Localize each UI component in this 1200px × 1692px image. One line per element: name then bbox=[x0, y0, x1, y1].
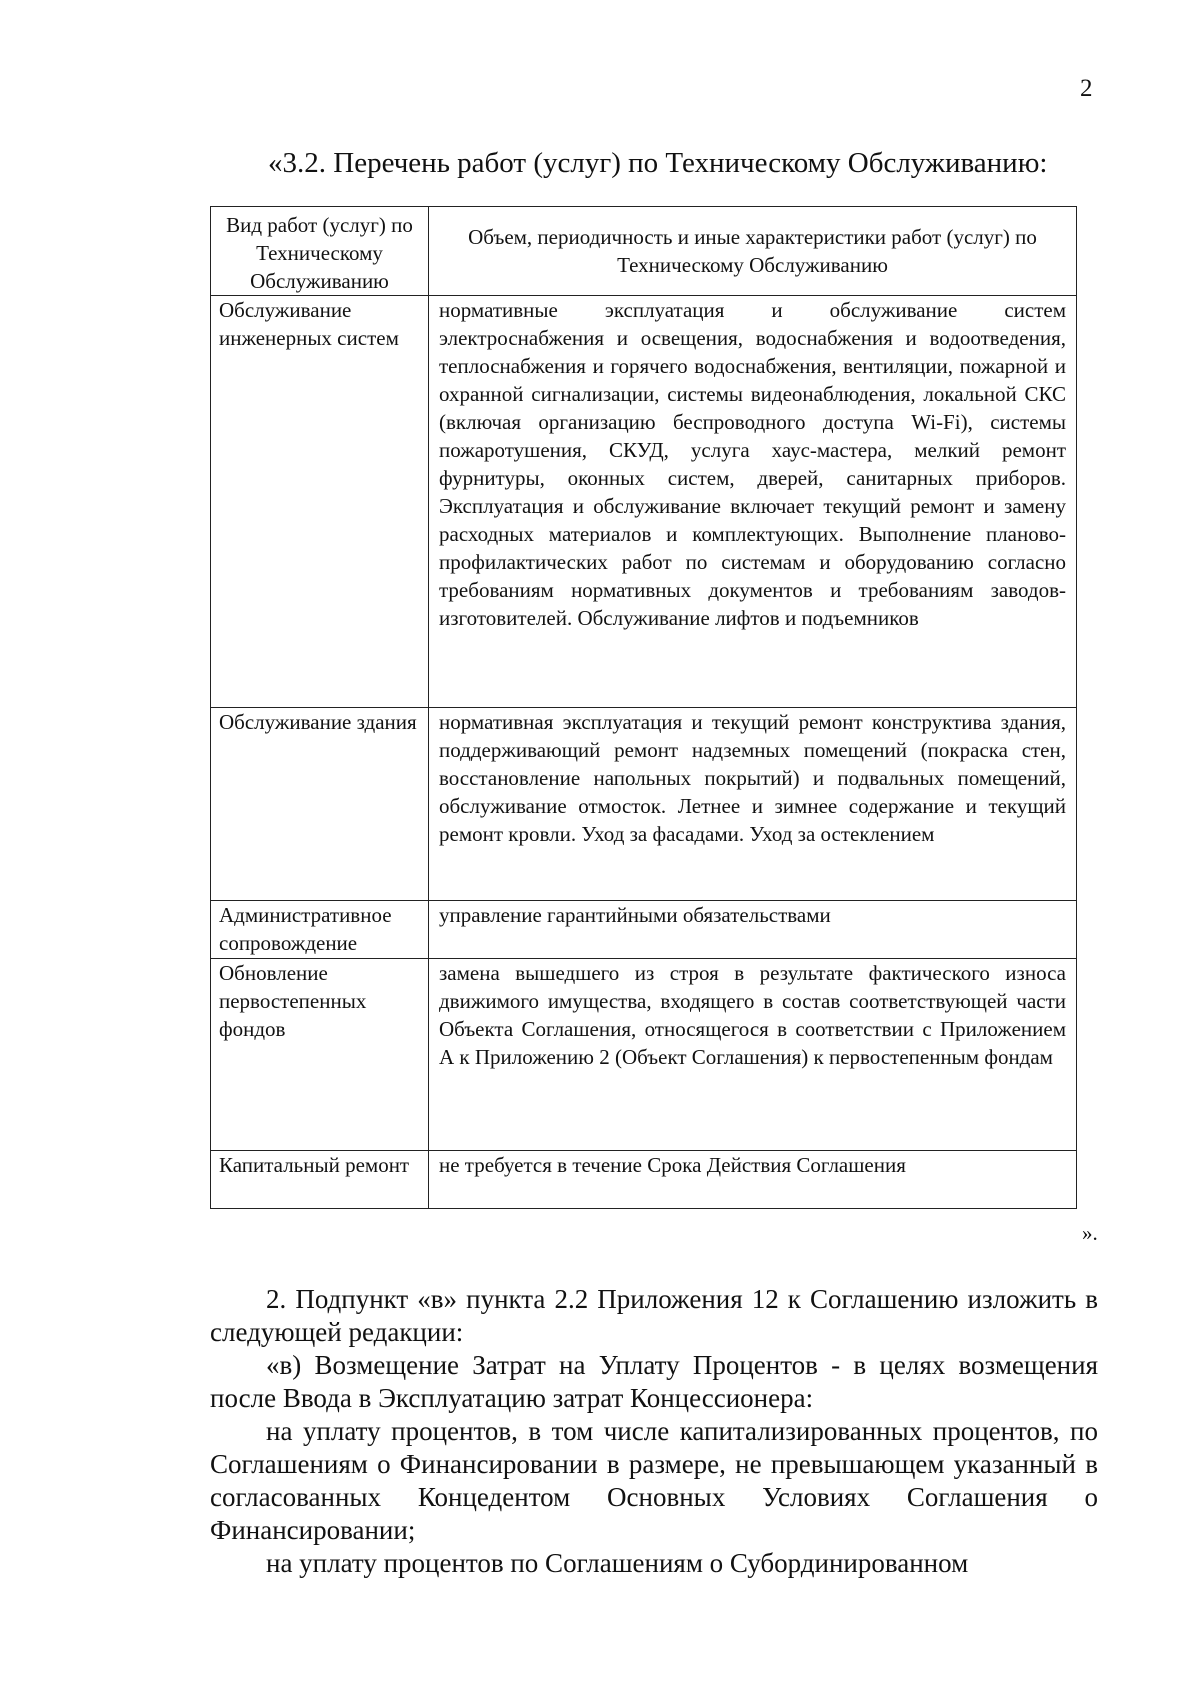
paragraph: «в) Возмещение Затрат на Уплату Процентов - в целях возмещения после Ввода в Эксплуатацию затрат Концессионера: bbox=[210, 1350, 1098, 1413]
row-kind-cell: Обслуживание здания bbox=[211, 708, 429, 901]
row-description-cell: управление гарантийными обязательствами bbox=[429, 901, 1077, 959]
section-title: «3.2. Перечень работ (услуг) по Техническому Обслуживанию: bbox=[268, 147, 1048, 179]
row-description-cell: нормативные эксплуатация и обслуживание систем электроснабжения и освещения, водоснабжения и водоотведения, теплоснабжения и горячего водоснабжения, вентиляции, пожарной и охранной сигнализации, системы видеонаблюдения, локальной СКС (включая организацию беспроводного доступа Wi-Fi), системы пожаротушения, СКУД, услуга хаус-мастера, мелкий ремонт фурнитуры, оконных систем, дверей, санитарных приборов. Эксплуатация и обслуживание включает текущий ремонт и замену расходных материалов и комплектующих. Выполнение планово-профилактических работ по системам и оборудованию согласно требованиям нормативных документов и требованиям заводов-изготовителей. Обслуживание лифтов и подъемников bbox=[429, 296, 1077, 708]
table-row bbox=[211, 1151, 1077, 1209]
row-kind-cell: Административное сопровождение bbox=[211, 901, 429, 959]
paragraph: 2. Подпункт «в» пункта 2.2 Приложения 12 к Соглашению изложить в следующей редакции: bbox=[210, 1284, 1098, 1347]
header-cell-description: Объем, периодичность и иные характеристики работ (услуг) по Техническому Обслуживанию bbox=[429, 207, 1077, 296]
paragraph: на уплату процентов, в том числе капитализированных процентов, по Соглашениям о Финансировании в размере, не превышающем указанный в согласованных Концедентом Основных Условиях Соглашения о Финансировании; bbox=[210, 1416, 1098, 1545]
table-row bbox=[211, 708, 1077, 901]
works-table bbox=[210, 206, 1077, 1209]
table-row bbox=[211, 959, 1077, 1151]
table-header-row bbox=[211, 207, 1077, 296]
table-row bbox=[211, 296, 1077, 708]
row-kind-cell: Капитальный ремонт bbox=[211, 1151, 429, 1209]
body-text bbox=[210, 1283, 1098, 1580]
row-description-cell: нормативная эксплуатация и текущий ремонт конструктива здания, поддерживающий ремонт надземных помещений (покраска стен, восстановление напольных покрытий) и подвальных помещений, обслуживание отмосток. Летнее и зимнее содержание и текущий ремонт кровли. Уход за фасадами. Уход за остеклением bbox=[429, 708, 1077, 901]
closing-quote: ». bbox=[1082, 1221, 1098, 1245]
header-cell-kind: Вид работ (услуг) по Техническому Обслуживанию bbox=[211, 207, 429, 296]
paragraph: на уплату процентов по Соглашениям о Субординированном bbox=[266, 1548, 969, 1578]
row-kind-cell: Обновление первостепенных фондов bbox=[211, 959, 429, 1151]
page-number: 2 bbox=[1080, 75, 1093, 102]
table-row bbox=[211, 901, 1077, 959]
row-description-cell: не требуется в течение Срока Действия Соглашения bbox=[429, 1151, 1077, 1209]
row-description-cell: замена вышедшего из строя в результате фактического износа движимого имущества, входящего в состав соответствующей части Объекта Соглашения, относящегося в соответствии с Приложением А к Приложению 2 (Объект Соглашения) к первостепенным фондам bbox=[429, 959, 1077, 1151]
row-kind-cell: Обслуживание инженерных систем bbox=[211, 296, 429, 708]
